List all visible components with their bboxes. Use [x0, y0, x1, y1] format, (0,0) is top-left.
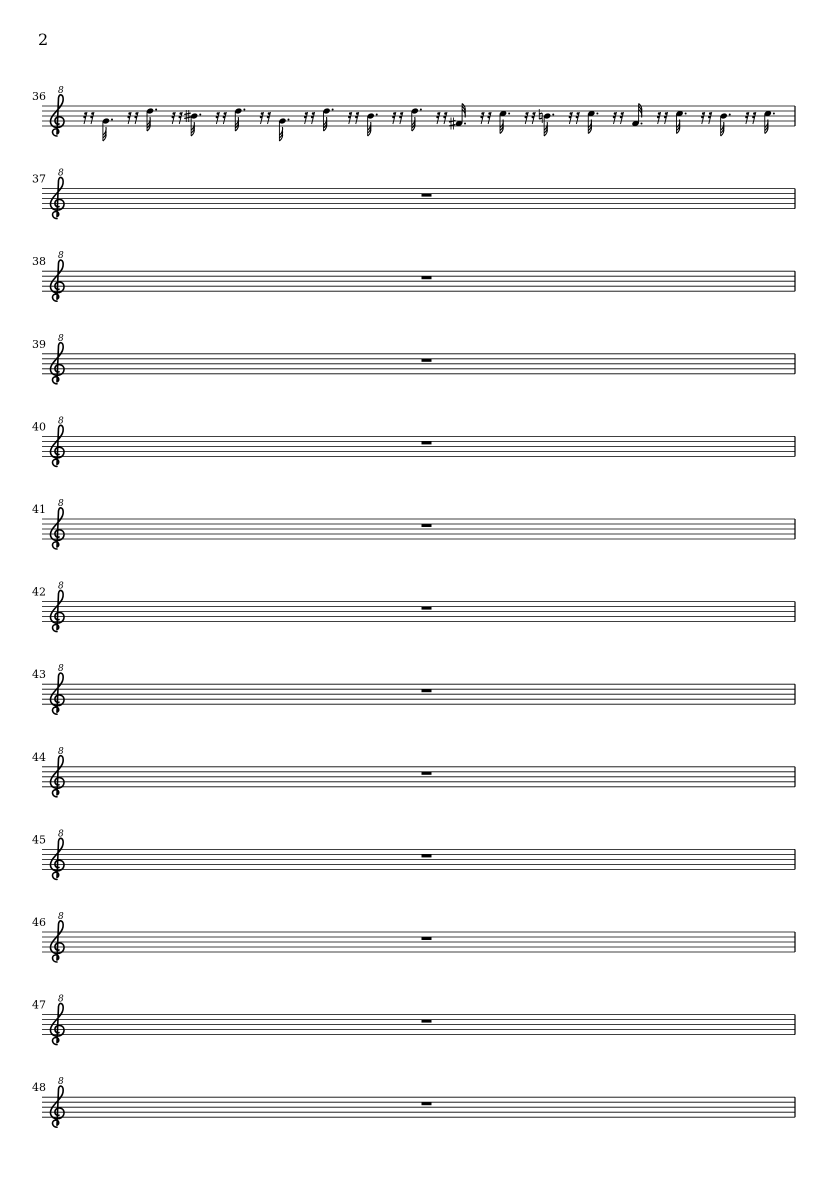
- sixteenth-rest-icon: [223, 112, 227, 124]
- clef-stroke: [50, 1003, 64, 1044]
- measure-number: 45: [32, 833, 46, 847]
- sixteenth-rest-icon: [311, 112, 315, 124]
- measure-number: 41: [32, 503, 46, 516]
- rest-flag: [91, 112, 94, 115]
- rest-flag: [620, 116, 623, 119]
- sixteenth-rest-icon: [752, 112, 756, 124]
- augmentation-dot: [332, 109, 334, 111]
- clef-octave-mark: 8: [58, 664, 64, 675]
- clef-octave-mark: 8: [58, 416, 64, 427]
- rest-flag: [172, 112, 175, 115]
- rest-flag: [487, 116, 490, 119]
- natural-stroke: [539, 113, 542, 114]
- sixteenth-rest-icon: [216, 112, 220, 124]
- augmentation-dot: [773, 113, 775, 115]
- rest-flag: [84, 112, 87, 115]
- system-42: [32, 582, 795, 632]
- whole-rest-icon: [422, 441, 432, 444]
- rest-flag: [577, 112, 580, 115]
- rest-flag: [488, 112, 491, 115]
- rest-flag: [134, 116, 137, 119]
- note-e: [587, 110, 598, 134]
- rest-flag: [664, 116, 667, 119]
- rest-flag: [569, 116, 572, 119]
- rest-flag: [349, 112, 352, 115]
- system-46: [32, 912, 795, 962]
- rest-flag: [708, 116, 711, 119]
- rest-flag: [179, 116, 182, 119]
- sixteenth-rest-icon: [127, 112, 131, 124]
- augmentation-dot: [641, 123, 643, 125]
- augmentation-dot: [729, 114, 731, 116]
- rest-flag: [481, 112, 484, 115]
- rest-flag: [525, 112, 528, 115]
- whole-rest-icon: [422, 1020, 432, 1023]
- measure-number: 40: [32, 420, 46, 434]
- clef-stroke: [50, 260, 64, 301]
- sixteenth-rest-icon: [745, 112, 749, 124]
- rest-flag: [570, 112, 573, 115]
- rest-flag: [400, 112, 403, 115]
- clef-stroke: [50, 1086, 64, 1127]
- augmentation-dot: [243, 109, 245, 111]
- sixteenth-rest-icon: [172, 112, 176, 124]
- measure-number: 39: [32, 337, 46, 351]
- sixteenth-rest-icon: [267, 112, 271, 124]
- augmentation-dot: [464, 123, 466, 125]
- sixteenth-rest-icon: [664, 112, 668, 124]
- rest-flag: [312, 112, 315, 115]
- augmentation-dot: [685, 113, 687, 115]
- whole-rest-icon: [422, 689, 432, 692]
- augmentation-dot: [288, 119, 290, 121]
- sharp-stroke: [184, 117, 191, 119]
- clef-stroke: [50, 838, 64, 879]
- system-36: [32, 86, 795, 141]
- note-d: [184, 110, 201, 136]
- whole-rest-icon: [422, 1102, 432, 1105]
- rest-flag: [752, 116, 755, 119]
- clef-octave-mark: 8: [58, 499, 64, 509]
- rest-flag: [392, 116, 395, 119]
- rest-flag: [745, 116, 748, 119]
- clef-stroke: [50, 177, 64, 218]
- sixteenth-rest-icon: [399, 112, 403, 124]
- clef-octave-mark: 8: [58, 1077, 64, 1088]
- rest-flag: [268, 112, 271, 115]
- rest-flag: [525, 116, 528, 119]
- rest-flag: [127, 116, 130, 119]
- system-44: [32, 747, 795, 797]
- clef-octave-mark: 8: [58, 912, 64, 922]
- sixteenth-rest-icon: [532, 112, 536, 124]
- whole-rest-icon: [422, 607, 432, 610]
- augmentation-dot: [376, 114, 378, 116]
- rest-flag: [267, 116, 270, 119]
- note-e: [676, 110, 687, 134]
- sixteenth-rest-icon: [569, 112, 573, 124]
- rest-flag: [261, 112, 264, 115]
- rest-flag: [348, 116, 351, 119]
- sixteenth-rest-icon: [487, 112, 491, 124]
- augmentation-dot: [552, 114, 554, 116]
- rest-flag: [437, 112, 440, 115]
- rest-flag: [355, 116, 358, 119]
- sixteenth-rest-icon: [613, 112, 617, 124]
- measure-number: 48: [32, 1081, 46, 1095]
- rest-flag: [224, 112, 227, 115]
- sixteenth-rest-icon: [260, 112, 264, 124]
- note-d: [539, 109, 554, 136]
- note-e: [764, 110, 775, 134]
- sixteenth-rest-icon: [179, 112, 183, 124]
- rest-flag: [621, 112, 624, 115]
- rest-flag: [83, 116, 86, 119]
- augmentation-dot: [155, 109, 157, 111]
- rest-flag: [709, 112, 712, 115]
- sixteenth-rest-icon: [355, 112, 359, 124]
- rest-flag: [356, 112, 359, 115]
- system-43: [32, 664, 795, 714]
- clef-octave-mark: 8: [58, 746, 64, 757]
- sixteenth-rest-icon: [90, 112, 94, 124]
- whole-rest-icon: [422, 359, 432, 362]
- rest-flag: [304, 116, 307, 119]
- clef-octave-mark: 8: [58, 168, 64, 179]
- clef-stroke: [50, 921, 64, 962]
- rest-flag: [172, 116, 175, 119]
- rest-flag: [305, 112, 308, 115]
- note-a: [631, 104, 642, 128]
- clef-octave-mark: 8: [58, 86, 64, 96]
- whole-rest-icon: [422, 524, 432, 527]
- augmentation-dot: [508, 113, 510, 115]
- augmentation-dot: [420, 109, 422, 111]
- sixteenth-rest-icon: [134, 112, 138, 124]
- clef-stroke: [50, 95, 64, 136]
- system-45: [32, 829, 795, 879]
- clef-stroke: [50, 425, 64, 466]
- measure-number: 47: [32, 998, 46, 1012]
- rest-flag: [436, 116, 439, 119]
- rest-flag: [532, 112, 535, 115]
- clef-octave-mark: 8: [58, 251, 64, 262]
- natural-stroke: [539, 118, 542, 119]
- measure-number: 42: [32, 585, 46, 599]
- sixteenth-rest-icon: [83, 112, 87, 124]
- rest-flag: [753, 112, 756, 115]
- rest-flag: [90, 116, 93, 119]
- page-number: 2: [38, 30, 49, 49]
- sixteenth-rest-icon: [701, 112, 705, 124]
- whole-rest-icon: [422, 194, 432, 197]
- augmentation-dot: [596, 113, 598, 115]
- whole-rest-icon: [422, 772, 432, 775]
- rest-flag: [657, 116, 660, 119]
- sixteenth-rest-icon: [392, 112, 396, 124]
- clef-stroke: [50, 673, 64, 714]
- system-37: [32, 169, 795, 219]
- measure-number: 44: [32, 750, 46, 764]
- rest-flag: [480, 116, 483, 119]
- whole-rest-icon: [422, 854, 432, 857]
- sixteenth-rest-icon: [525, 112, 529, 124]
- sixteenth-rest-icon: [576, 112, 580, 124]
- rest-flag: [179, 112, 182, 115]
- rest-flag: [399, 116, 402, 119]
- rest-flag: [701, 116, 704, 119]
- whole-rest-icon: [422, 937, 432, 940]
- rest-flag: [444, 112, 447, 115]
- clef-stroke: [50, 590, 64, 631]
- system-39: [32, 334, 795, 384]
- rest-flag: [702, 112, 705, 115]
- clef-stroke: [50, 508, 64, 549]
- system-38: [32, 251, 795, 301]
- rest-flag: [311, 116, 314, 119]
- note-e: [499, 110, 510, 134]
- system-40: [32, 416, 795, 466]
- rest-flag: [443, 116, 446, 119]
- rest-flag: [613, 116, 616, 119]
- system-47: [32, 995, 795, 1045]
- sixteenth-rest-icon: [304, 112, 308, 124]
- rest-flag: [532, 116, 535, 119]
- clef-octave-mark: 8: [58, 333, 64, 344]
- clef-octave-mark: 8: [58, 829, 64, 840]
- measure-number: 43: [32, 668, 46, 682]
- sixteenth-rest-icon: [436, 112, 440, 124]
- sixteenth-rest-icon: [657, 112, 661, 124]
- rest-flag: [393, 112, 396, 115]
- system-41: [32, 499, 795, 549]
- sixteenth-rest-icon: [620, 112, 624, 124]
- augmentation-dot: [199, 114, 201, 116]
- sixteenth-rest-icon: [480, 112, 484, 124]
- clef-stroke: [50, 756, 64, 797]
- clef-octave-mark: 8: [58, 581, 64, 592]
- sixteenth-rest-icon: [708, 112, 712, 124]
- rest-flag: [658, 112, 661, 115]
- rest-flag: [576, 116, 579, 119]
- sharp-icon: [449, 118, 456, 130]
- system-48: [32, 1077, 795, 1127]
- rest-flag: [260, 116, 263, 119]
- whole-rest-icon: [422, 276, 432, 279]
- rest-flag: [614, 112, 617, 115]
- sixteenth-rest-icon: [348, 112, 352, 124]
- rest-flag: [665, 112, 668, 115]
- measure-number: 37: [32, 172, 46, 186]
- rest-flag: [135, 112, 138, 115]
- sixteenth-rest-icon: [443, 112, 447, 124]
- rest-flag: [746, 112, 749, 115]
- measure-number: 46: [32, 916, 46, 929]
- rest-flag: [216, 116, 219, 119]
- measure-number: 36: [32, 90, 46, 103]
- clef-stroke: [50, 343, 64, 384]
- rest-flag: [217, 112, 220, 115]
- rest-flag: [128, 112, 131, 115]
- augmentation-dot: [111, 119, 113, 121]
- rest-flag: [223, 116, 226, 119]
- sharp-stroke: [184, 113, 191, 115]
- clef-octave-mark: 8: [58, 994, 64, 1005]
- measure-number: 38: [32, 255, 46, 269]
